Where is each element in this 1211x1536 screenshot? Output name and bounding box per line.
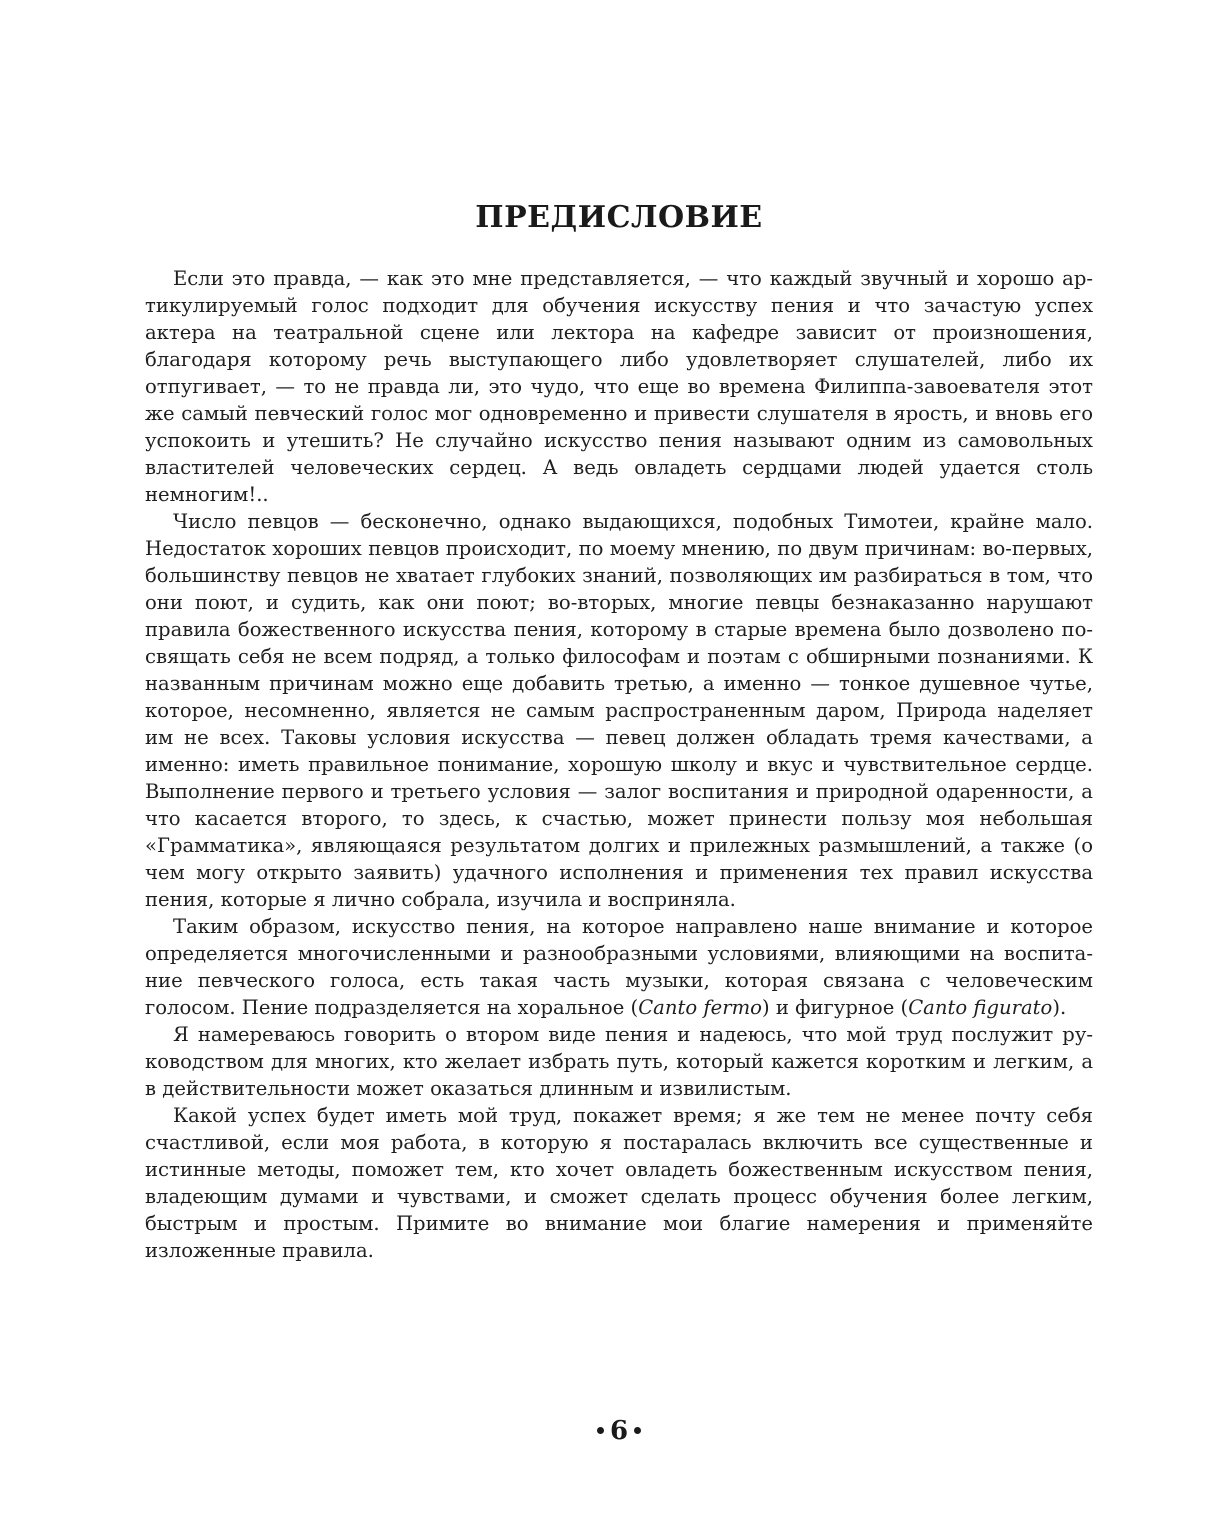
paragraph-2: Число певцов — бесконечно, однако выдающихся, подобных Тимотеи, крайне мало. Недостаток хороших певцов происходит, по моему мнению, по двум причинам: во-первых, большинству певцов не хватает глубоких знаний, позволяющих им разбираться в том, что они поют, и судить, как они поют; во-вторых, многие певцы безнаказанно нарушают правила божественного искусства пения, которому в старые времена было дозволено посвящать себя не всем подряд, а только философам и поэтам с обширными познаниями. К названным причинам можно еще добавить третью, а именно — тонкое душевное чутье, которое, несомненно, является не самым распространенным даром, Природа наделяет им не всех. Таковы условия искусства — певец должен обладать тремя качествами, а именно: иметь правильное понимание, хорошую школу и вкус и чувствительное сердце. Выполнение первого и третьего условия — залог воспитания и природной одаренности, а что касается второго, то здесь, к счастью, может принести пользу моя небольшая «Грамматика», являющаяся результатом долгих и прилежных размышлений, а также (о чем могу открыто заявить) удачного исполнения и применения тех правил искусства пения, которые я лично собрала, изучила и восприняла. bbox=[145, 510, 1093, 911]
paragraph-4: Я намереваюсь говорить о втором виде пения и надеюсь, что мой труд послужит руководством для многих, кто желает избрать путь, который кажется коротким и легким, а в действительности может оказаться длинным и извилистым. bbox=[145, 1023, 1093, 1100]
body-text bbox=[145, 265, 1093, 1264]
page-title: ПРЕДИСЛОВИЕ bbox=[475, 200, 763, 235]
bullet-dot-right-icon bbox=[634, 1427, 641, 1434]
canto-figurato-term: Canto figurato bbox=[908, 996, 1053, 1019]
paragraph-5: Какой успех будет иметь мой труд, покажет время; я же тем не менее почту себя счастливой, если моя работа, в которую я постаралась включить все существенные и истинные методы, поможет тем, кто хочет овладеть божественным искусством пения, владеющим думами и чувствами, и сможет сделать процесс обучения более легким, быстрым и простым. Примите во внимание мои благие намерения и применяйте изложенные правила. bbox=[145, 1104, 1093, 1262]
paragraph-3-text-before: Таким образом, искусство пения, на которое направлено наше внимание и которое определяется многочисленными и разнообразными условиями, влияющими на воспитание певческого голоса, есть такая часть музыки, которая связана с человеческим голосом. Пение подразделяется на хоральное ( bbox=[145, 915, 1093, 1019]
bullet-dot-left-icon bbox=[597, 1427, 604, 1434]
paragraph-3-text-after: ). bbox=[1052, 996, 1067, 1019]
page-number-footer bbox=[145, 1416, 1093, 1446]
document-page bbox=[145, 0, 1093, 1536]
paragraph-3-text-middle: ) и фигурное ( bbox=[761, 996, 909, 1019]
paragraph-3 bbox=[145, 913, 1093, 1021]
canto-fermo-term: Canto fermo bbox=[638, 996, 762, 1019]
page-number: 6 bbox=[609, 1416, 629, 1446]
paragraph-1: Если это правда, — как это мне представляется, — что каждый звучный и хорошо артикулируемый голос подходит для обучения искусству пения и что зачастую успех актера на театральной сцене или лектора на кафедре зависит от произношения, благодаря которому речь выступающего либо удовлетворяет слушателей, либо их отпугивает, — то не правда ли, это чудо, что еще во времена Филиппа-завоевателя этот же самый певческий голос мог одновременно и привести слушателя в ярость, и вновь его успокоить и утешить? Не случайно искусство пения называют одним из самовольных властителей человеческих сердец. А ведь овладеть сердцами людей удается столь немногим!.. bbox=[145, 267, 1093, 506]
